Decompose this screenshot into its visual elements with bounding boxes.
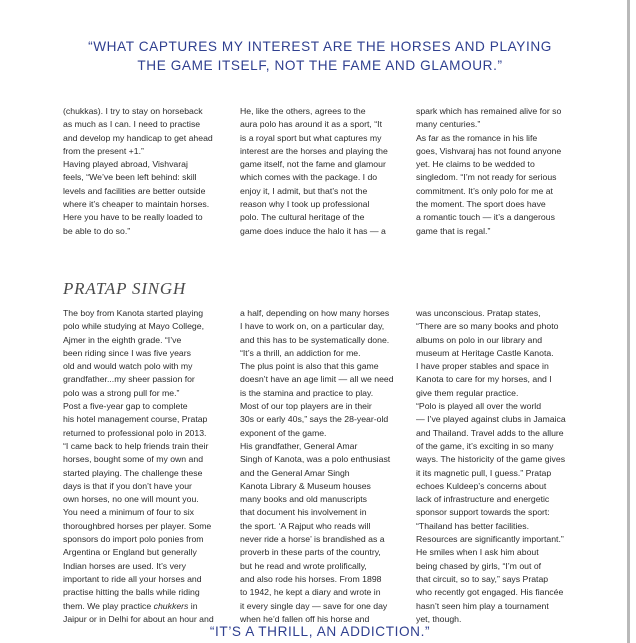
section-heading: PRATAP SINGH [63, 279, 187, 298]
text-line: is a royal sport but what captures my [240, 132, 382, 143]
text-line: grandfather...my sheer passion for [63, 374, 195, 385]
text-line: it every single day — save for one day [240, 600, 388, 611]
pull-quote-top [60, 37, 580, 75]
text-line: many centuries.” [416, 119, 481, 130]
text-line: a romantic touch — it’s a dangerous [416, 212, 555, 223]
text-line: it its magnetic pull, I guess.” Pratap [416, 467, 552, 478]
text-line: Ajmer in the eighth grade. “I’ve [63, 334, 182, 345]
text-line: returned to professional polo in 2013. [63, 427, 207, 438]
text-line: proverb in these parts of the country, [240, 547, 381, 558]
text-line: started playing. The challenge these [63, 467, 203, 478]
text-line: hasn’t seen him play a tournament [416, 600, 549, 611]
text-line: of the game, it’s exciting in so many [416, 440, 554, 451]
text-line: game does induce the halo it has — a [240, 225, 386, 236]
text-line: and this has to be systematically done. [240, 334, 390, 345]
text-line: goes, Vishvaraj has not found anyone [416, 145, 562, 156]
text-line: which comes with the package. I do [240, 172, 378, 183]
page-edge-rule [627, 0, 630, 643]
pull-quote-line: “IT’S A THRILL, AN ADDICTION.” [209, 624, 431, 639]
text-line: give them regular practice. [416, 387, 519, 398]
text-line: Resources are significantly important.” [416, 534, 564, 545]
text-line: The boy from Kanota started playing [63, 308, 204, 318]
text-line: levels and facilities are better outside [63, 185, 206, 196]
text-line: singledom. “I’m not ready for serious [416, 172, 557, 183]
text-line: horses, bought some of my own and [63, 454, 204, 465]
text-line: “Polo is played all over the world [416, 401, 542, 412]
text-line: thoroughbred horses per player. Some [63, 520, 212, 531]
text-line: As far as the romance in his life [416, 132, 538, 143]
text-line: a half, depending on how many horses [240, 308, 390, 318]
article-top-column-2 [240, 105, 410, 238]
text-line: reason why I took up professional [240, 199, 370, 210]
italic-term: chukkers [153, 600, 189, 611]
text-line: and develop my handicap to get ahead [63, 132, 213, 143]
text-line: practise hitting the balls while riding [63, 587, 200, 598]
text-line: the moment. The sport does have [416, 199, 546, 210]
text-line: echoes Kuldeep’s concerns about [416, 480, 547, 491]
text-line: the sport. ‘A Rajput who reads will [240, 520, 371, 531]
pull-quote-line: “WHAT CAPTURES MY INTEREST ARE THE HORSES AND PLAYING [88, 39, 552, 54]
text-fragment: in [188, 600, 198, 611]
text-line: and the General Amar Singh [240, 467, 350, 478]
text-line: where it’s cheaper to maintain horses. [63, 199, 210, 210]
text-line: ways. The historicity of the game gives [416, 454, 566, 465]
text-line: who recently got engaged. His fiancée [416, 587, 564, 598]
text-line: sponsor support towards the sport: [416, 507, 550, 518]
text-line: polo while studying at Mayo College, [63, 321, 205, 332]
text-line: “Thailand has better facilities. [416, 520, 529, 531]
text-line: polo was a strong pull for me.” [63, 387, 180, 398]
text-line: and also rode his horses. From 1898 [240, 573, 382, 584]
pull-quote-bottom [60, 622, 580, 641]
text-line: game itself, not the fame and glamour [240, 159, 386, 170]
text-line: spark which has remained alive for so [416, 106, 562, 116]
text-line: yet, though. [416, 613, 462, 624]
text-line: and Thailand. Travel adds to the allure [416, 427, 564, 438]
text-line: his hotel management course, Pratap [63, 414, 208, 425]
text-line: albums on polo in our library and [416, 334, 543, 345]
text-line: He smiles when I ask him about [416, 547, 539, 558]
text-line: game that is regal.” [416, 225, 491, 236]
text-line: feels, “We’ve been left behind: skill [63, 172, 197, 183]
text-line: 30s or early 40s,” says the 28-year-old [240, 414, 389, 425]
text-line: Singh of Kanota, was a polo enthusiast [240, 454, 391, 465]
text-line: museum at Heritage Castle Kanota. [416, 347, 554, 358]
text-line: I have to work on, on a particular day, [240, 321, 385, 332]
text-line: lack of infrastructure and energetic [416, 494, 550, 505]
text-line: commitment. It’s only polo for me at [416, 185, 553, 196]
text-line: Jaipur or in Delhi for about an hour and [63, 613, 214, 624]
text-line: being chased by girls, “I’m out of [416, 560, 542, 571]
text-line: never ride a horse’ is brandished as a [240, 534, 385, 545]
text-line: that document his involvement in [240, 507, 367, 518]
text-line: is the stamina and practice to play. [240, 387, 374, 398]
text-line: was unconscious. Pratap states, [416, 308, 541, 318]
text-line: Kanota Library & Museum houses [240, 480, 371, 491]
text-line: been riding since I was five years [63, 347, 191, 358]
text-line: The plus point is also that this game [240, 361, 379, 372]
text-line: interest are the horses and playing the [240, 145, 388, 156]
article-top-column-1 [63, 105, 233, 238]
text-line: Having played abroad, Vishvaraj [63, 159, 188, 170]
text-line: exponent of the game. [240, 427, 327, 438]
text-line: “It’s a thrill, an addiction for me. [240, 347, 361, 358]
text-line: Kanota to care for my horses, and I [416, 374, 552, 385]
text-line: Post a five-year gap to complete [63, 401, 188, 412]
text-line: You need a minimum of four to six [63, 507, 195, 518]
text-line: (chukkas). I try to stay on horseback [63, 106, 203, 116]
text-line: Here you have to be really loaded to [63, 212, 203, 223]
article-bottom-column-3 [416, 307, 586, 626]
text-line: that circuit, so to say,” says Pratap [416, 573, 549, 584]
text-line: His grandfather, General Amar [240, 440, 358, 451]
text-line: be able to do so.” [63, 225, 131, 236]
text-line: — I’ve played against clubs in Jamaica [416, 414, 566, 425]
text-line: yet. He claims to be wedded to [416, 159, 535, 170]
text-line: from the present +1.” [63, 145, 144, 156]
text-line: doesn’t have an age limit — all we need [240, 374, 394, 385]
text-line: many books and old manuscripts [240, 494, 367, 505]
text-line: He, like the others, agrees to the [240, 106, 366, 116]
text-line: as much as I can. I need to practise [63, 119, 201, 130]
text-line: them. We play practice chukkers in [63, 600, 198, 611]
text-line: days is that if you don’t have your [63, 480, 192, 491]
text-line: old and would watch polo with my [63, 361, 193, 372]
text-line: sponsors do import polo ponies from [63, 534, 204, 545]
article-top-column-3 [416, 105, 586, 238]
text-line: own horses, no one will mount you. [63, 494, 199, 505]
text-line: to 1942, he kept a diary and wrote in [240, 587, 381, 598]
text-line: Most of our top players are in their [240, 401, 372, 412]
article-bottom-column-1 [63, 307, 233, 626]
article-bottom-column-2 [240, 307, 410, 626]
text-line: aura polo has around it as a sport, “It [240, 119, 382, 130]
text-line: polo. The cultural heritage of the [240, 212, 365, 223]
text-line: “I came back to help friends train their [63, 440, 209, 451]
text-line: Argentina or England but generally [63, 547, 197, 558]
text-line: important to ride all your horses and [63, 573, 202, 584]
text-line: I have proper stables and space in [416, 361, 549, 372]
text-line: enjoy it, I admit, but that’s not the [240, 185, 368, 196]
text-line: when he’d fallen off his horse and [240, 613, 370, 624]
text-line: “There are so many books and photo [416, 321, 559, 332]
text-line: Indian horses are used. It’s very [63, 560, 186, 571]
text-line: but he read and wrote prolifically, [240, 560, 367, 571]
pull-quote-line: THE GAME ITSELF, NOT THE FAME AND GLAMOUR.” [137, 58, 503, 73]
